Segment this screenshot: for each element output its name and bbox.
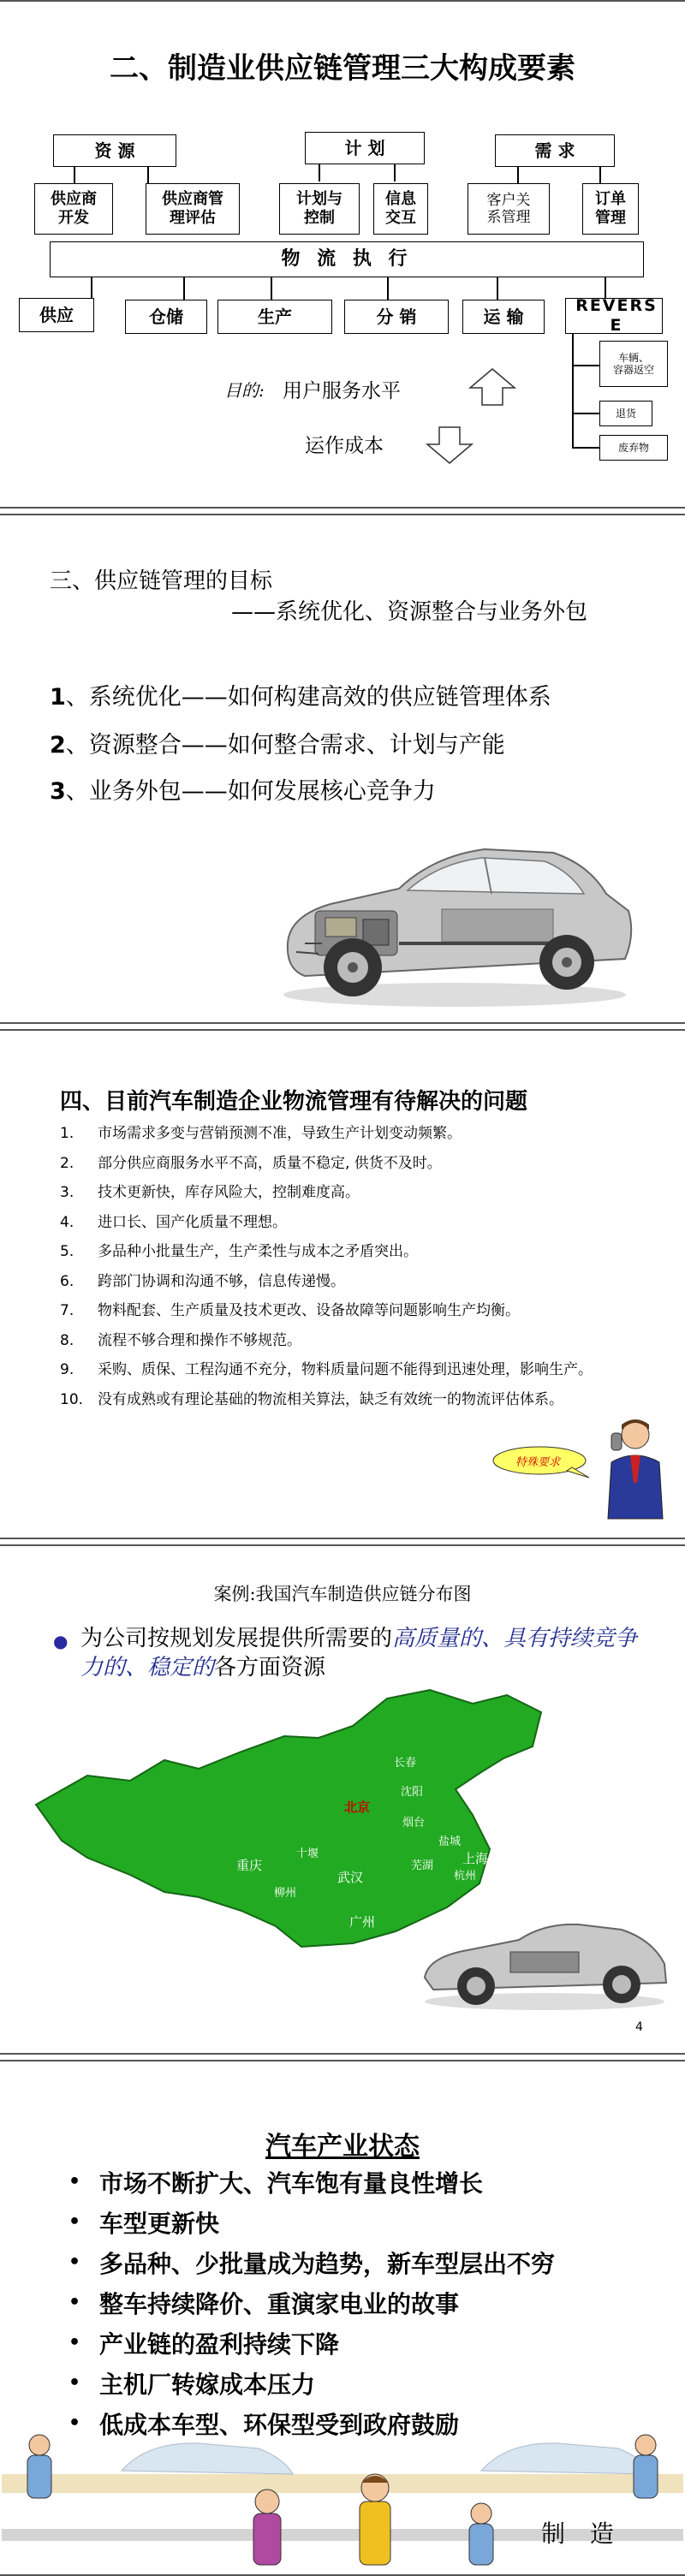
slide4-intro [53,1625,652,1683]
issue-text: 采购、质保、工程沟通不充分，物料质量问题不能得到迅速处理，影响生产。 [98,1361,593,1378]
issue-text: 物料配套、生产质量及技术更改、设备故障等问题影响生产均衡。 [98,1302,520,1319]
goal-point-text: 、业务外包——如何发展核心竞争力 [65,778,436,805]
slide2-subheading: ——系统优化、资源整合与业务外包 [231,599,588,625]
crm-box: 客户关 系管理 [468,183,550,235]
issue-text: 部分供应商服务水平不高，质量不稳定, 供货不及时。 [98,1154,442,1172]
list-item [68,2323,555,2363]
issue-text: 流程不够合理和操作不够规范。 [98,1331,301,1349]
exec-transport-box: 运 输 [462,300,545,334]
exec-supply-box: 供应 [19,298,94,332]
issue-number: 6. [60,1272,74,1290]
issue-number: 9. [60,1361,74,1378]
page-number: 4 [635,2020,643,2034]
connector [91,277,92,300]
goal-operation-cost: 运作成本 [305,435,384,457]
bullet-text: 整车持续降价、重演家电业的故事 [99,2289,460,2318]
issue-text: 市场需求多变与营销预测不准，导致生产计划变动频繁。 [98,1125,462,1142]
goal-point-number: 1 [50,684,66,711]
intro-text: 为公司按规划发展提供所需要的 [80,1626,393,1651]
list-item [60,1123,625,1145]
plan-box: 计 划 [305,132,425,164]
demand-box: 需 求 [495,134,615,167]
slide3-heading: 四、目前汽车制造企业物流管理有待解决的问题 [60,1089,528,1115]
connector [319,164,320,181]
list-item [60,1271,625,1294]
industry-status-list [68,2162,555,2443]
issue-list [60,1123,625,1419]
connector [271,277,272,300]
issue-text: 技术更新快，库存风险大，控制难度高。 [98,1184,360,1201]
info-exchange-box: 信息 交互 [373,183,428,235]
list-item [60,1389,625,1412]
connector [394,164,396,181]
slide-supply-chain-goals [0,514,685,1024]
reverse-bracket [572,334,574,449]
issue-number: 3. [60,1184,74,1201]
city-label: 上海 [462,1851,489,1866]
assembly-line-illustration [2,2419,683,2573]
city-label: 盐城 [438,1835,462,1848]
slide4-title: 案例:我国汽车制造供应链分布图 [213,1584,472,1604]
bullet-icon: • [68,2292,81,2313]
sports-car-image [416,1901,673,2012]
city-label: 武汉 [337,1870,364,1885]
reverse-bracket [572,365,599,366]
goal-point-text: 、资源整合——如何整合需求、计划与产能 [65,732,505,759]
goal-point-1 [50,678,551,711]
slide1-title: 二、制造业供应链管理三大构成要素 [110,51,575,86]
bullet-icon: • [68,2412,81,2434]
connector [74,167,75,184]
arrow-down-icon [425,425,474,466]
slide5-footer: 制 造 [541,2519,622,2548]
reverse-item-return: 车辆、 容器返空 [599,341,668,387]
order-mgmt-box: 订单 管理 [582,183,639,235]
issue-text: 没有成熟或有理论基础的物流相关算法，缺乏有效统一的物流评估体系。 [98,1390,563,1408]
car-cutaway-image [271,815,639,1012]
issue-number: 10. [60,1390,84,1408]
person-phone-icon [599,1414,668,1522]
city-label: 柳州 [274,1887,297,1900]
goal-point-2 [50,726,505,759]
bullet-icon: ● [53,1631,68,1651]
issue-number: 4. [60,1213,74,1231]
city-label: 沈阳 [401,1786,424,1799]
city-label: 十堰 [296,1847,319,1860]
list-item [60,1182,625,1205]
bullet-icon: • [68,2332,81,2353]
list-item [60,1300,625,1323]
slide2-heading: 三、供应链管理的目标 [50,568,273,594]
bullet-icon: • [68,2211,81,2233]
exec-storage-box: 仓储 [125,300,207,334]
connector [387,277,389,300]
goal-point-number: 2 [50,732,66,759]
resources-box: 资 源 [53,134,176,167]
issue-text: 跨部门协调和沟通不够，信息传递慢。 [98,1272,345,1290]
city-label: 重庆 [236,1858,263,1873]
issue-text: 多品种小批量生产，生产柔性与成本之矛盾突出。 [98,1243,418,1260]
list-item [60,1153,625,1175]
bullet-icon: • [68,2252,81,2273]
city-label: 北京 [344,1800,371,1815]
bullet-text: 主机厂转嫁成本压力 [99,2370,316,2399]
plan-control-box: 计划与 控制 [279,183,360,235]
intro-text: 各方面资源 [214,1654,326,1681]
city-label: 长春 [394,1757,417,1770]
supplier-dev-box: 供应商 开发 [34,183,113,235]
city-label: 芜湖 [411,1859,434,1872]
bullet-text: 市场不断扩大、汽车饱有量良性增长 [99,2168,484,2198]
exec-reverse-box: REVERSE [565,298,663,334]
slide5-title: 汽车产业状态 [265,2132,420,2162]
list-item [68,2282,555,2323]
connector [147,167,149,184]
exec-distribution-box: 分 销 [344,300,449,334]
list-item [60,1241,625,1264]
bullet-text: 低成本车型、环保型受到政府鼓励 [99,2410,460,2439]
bullet-text: 多品种、少批量成为趋势，新车型层出不穷 [99,2249,556,2278]
bullet-icon: • [68,2372,81,2394]
list-item [60,1212,625,1234]
arrow-up-icon [468,366,517,408]
connector [497,277,498,300]
list-item [60,1359,625,1382]
supplier-eval-box: 供应商管 理评估 [146,183,240,235]
goal-service-level: 用户服务水平 [283,380,401,402]
issue-number: 1. [60,1125,74,1142]
city-label: 杭州 [454,1870,477,1883]
goal-point-number: 3 [50,778,66,805]
callout-text: 特殊要求 [515,1456,561,1469]
connector [183,277,185,300]
issue-number: 8. [60,1331,74,1349]
reverse-bracket [572,447,599,449]
goal-point-3 [50,772,436,806]
exec-production-box: 生产 [217,300,332,334]
bullet-icon: • [68,2171,81,2192]
issue-number: 5. [60,1243,74,1260]
reverse-item-goods-return: 退货 [599,401,652,426]
list-item [68,2202,555,2242]
reverse-item-waste: 废弃物 [599,435,668,461]
issue-text: 进口长、国产化质量不理想。 [98,1213,287,1231]
list-item [60,1330,625,1353]
list-item [68,2162,555,2202]
logistics-execution-bar: 物 流 执 行 [50,241,644,277]
issue-number: 2. [60,1154,74,1172]
connector [599,167,601,184]
issue-number: 7. [60,1302,74,1319]
city-label: 烟台 [402,1817,426,1829]
city-label: 广州 [349,1914,376,1930]
bullet-text: 产业链的盈利持续下降 [99,2329,340,2359]
goal-prefix: 目的: [224,380,265,401]
slide-supply-chain-elements [0,0,685,509]
reverse-bracket [572,413,599,414]
intro-emphasis: 高质量的、具有持续竞争力的、稳定的 [80,1626,638,1681]
list-item [68,2242,555,2282]
goal-point-text: 、系统优化——如何构建高效的供应链管理体系 [65,684,551,711]
connector [517,167,519,184]
list-item [68,2363,555,2403]
bullet-text: 车型更新快 [99,2209,220,2238]
